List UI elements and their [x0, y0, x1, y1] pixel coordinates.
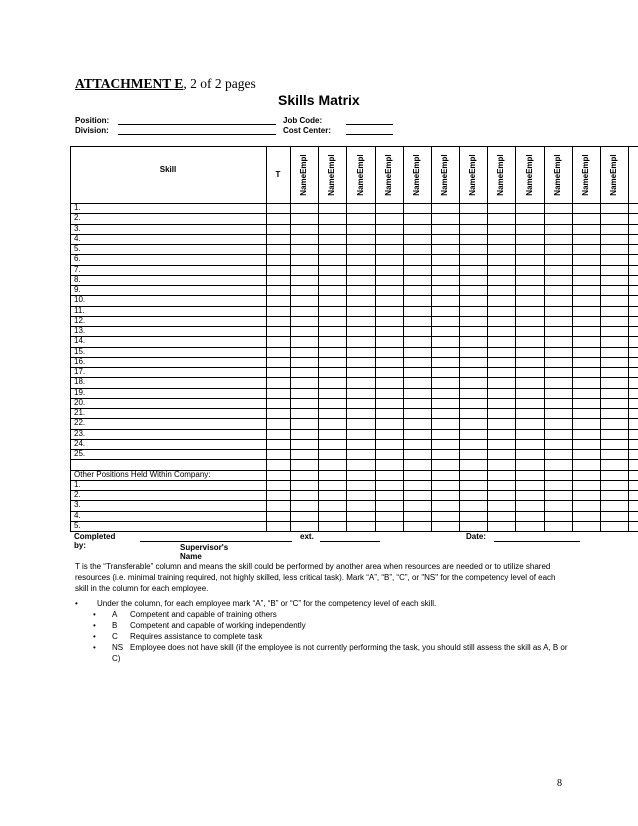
instruction-bullet	[75, 598, 570, 609]
skill-row-17[interactable]: 17.	[74, 367, 86, 376]
skill-row-21[interactable]: 21.	[74, 408, 86, 417]
row-divider	[70, 418, 638, 419]
date-label: Date:	[466, 531, 487, 541]
skill-row-14[interactable]: 14.	[74, 336, 86, 346]
column-divider	[70, 146, 71, 531]
row-divider	[70, 224, 638, 225]
division-label: Division:	[75, 126, 109, 135]
skill-row-11[interactable]: 11.	[74, 305, 85, 315]
row-divider	[70, 367, 638, 368]
skill-row-1[interactable]: 1.	[74, 203, 81, 212]
cost-center-field[interactable]	[346, 134, 393, 135]
division-field[interactable]	[118, 134, 276, 135]
employee-column-header: NameEmpl	[609, 154, 618, 196]
row-divider	[70, 234, 638, 235]
row-divider	[70, 336, 638, 337]
row-divider	[70, 326, 638, 327]
row-divider	[70, 449, 638, 450]
skill-column-header: Skill	[159, 165, 177, 174]
level-item-c	[75, 631, 570, 642]
skill-row-5[interactable]: 5.	[74, 244, 81, 253]
row-divider	[70, 306, 638, 307]
column-divider	[375, 146, 376, 531]
skill-row-2[interactable]: 2.	[74, 213, 81, 223]
employee-column-header: NameEmpl	[384, 154, 393, 196]
supervisor-name-label: Supervisor's Name	[180, 542, 229, 561]
skill-row-10[interactable]: 10.	[74, 295, 86, 305]
instructions-list	[75, 598, 570, 664]
column-divider	[515, 146, 516, 531]
column-divider	[266, 146, 267, 531]
job-code-field[interactable]	[346, 124, 393, 125]
employee-column-header: NameEmpl	[327, 154, 336, 196]
other-position-row-3[interactable]: 3.	[74, 500, 81, 510]
skill-row-15[interactable]: 15.	[74, 346, 86, 356]
row-divider	[70, 357, 638, 358]
position-field[interactable]	[118, 124, 276, 125]
position-label: Position:	[75, 116, 110, 125]
row-divider	[70, 377, 638, 378]
row-divider	[70, 480, 638, 481]
page-number: 8	[557, 778, 562, 789]
row-divider	[70, 439, 638, 440]
skill-row-6[interactable]: 6.	[74, 254, 81, 264]
attachment-pages: , 2 of 2 pages	[183, 76, 256, 91]
skill-row-3[interactable]: 3.	[74, 223, 81, 233]
row-divider	[70, 213, 638, 214]
row-divider	[70, 388, 638, 389]
skill-row-7[interactable]: 7.	[74, 264, 81, 274]
column-divider	[290, 146, 291, 531]
column-divider	[572, 146, 573, 531]
bullet-icon: •	[93, 621, 96, 630]
skill-row-18[interactable]: 18.	[74, 377, 86, 387]
employee-column-header: NameEmpl	[412, 154, 421, 196]
employee-column-header: NameEmpl	[468, 154, 477, 196]
skill-row-22[interactable]: 22.	[74, 418, 86, 428]
level-text: Requires assistance to complete task	[130, 632, 263, 641]
column-divider	[346, 146, 347, 531]
column-divider	[459, 146, 460, 531]
level-code: A	[112, 610, 118, 619]
column-divider	[403, 146, 404, 531]
row-divider	[70, 429, 638, 430]
level-code: C	[112, 632, 118, 641]
job-code-label: Job Code:	[283, 116, 323, 125]
row-divider	[70, 398, 638, 399]
bullet-icon: •	[93, 632, 96, 641]
other-position-row-5[interactable]: 5.	[74, 520, 81, 530]
skill-row-4[interactable]: 4.	[74, 233, 81, 243]
bullet-icon: •	[75, 599, 78, 608]
employee-column-header: NameEmpl	[553, 154, 562, 196]
employee-column-header: NameEmpl	[299, 154, 308, 196]
bullet-icon: •	[93, 643, 96, 652]
level-item-b	[75, 620, 570, 631]
column-divider	[544, 146, 545, 531]
completed-by-field[interactable]	[140, 541, 292, 542]
level-code: B	[112, 621, 118, 630]
level-text: Competent and capable of training others	[130, 610, 277, 619]
instruction-text: Under the column, for each employee mark “A”, “B” or “C” for the competency level of each skill.	[97, 599, 437, 608]
employee-column-header: NameEmpl	[496, 154, 505, 196]
other-position-row-4[interactable]: 4.	[74, 510, 81, 520]
row-divider	[70, 511, 638, 512]
completed-by-label: Completed by:	[74, 531, 116, 550]
row-divider	[70, 490, 638, 491]
skill-row-23[interactable]: 23.	[74, 428, 86, 438]
row-divider	[70, 521, 638, 522]
row-divider	[70, 408, 638, 409]
other-position-row-2[interactable]: 2.	[74, 490, 81, 499]
skill-row-12[interactable]: 12.	[74, 315, 86, 325]
page-title: Skills Matrix	[278, 92, 360, 108]
row-divider	[70, 265, 638, 266]
employee-column-header: NameEmpl	[355, 154, 365, 196]
cost-center-label: Cost Center:	[283, 126, 332, 135]
skill-row-25[interactable]: 25.	[74, 449, 86, 458]
column-divider	[487, 146, 488, 531]
column-divider	[600, 146, 601, 531]
row-divider	[70, 531, 638, 532]
employee-column-header: NameEmpl	[440, 154, 449, 196]
level-item-a	[75, 609, 570, 620]
column-divider	[431, 146, 432, 531]
column-divider	[318, 146, 319, 531]
level-text: Competent and capable of working independently	[130, 621, 306, 630]
skill-row-16[interactable]: 16.	[74, 356, 86, 366]
attachment-name: ATTACHMENT E	[75, 76, 184, 91]
row-divider	[70, 244, 638, 245]
skill-row-19[interactable]: 19.	[74, 387, 86, 397]
other-position-row-1[interactable]: 1.	[74, 479, 81, 489]
row-divider	[70, 285, 638, 286]
employee-column-header: NameEmpl	[581, 154, 590, 196]
bullet-icon: •	[93, 610, 96, 619]
skill-row-8[interactable]: 8.	[74, 274, 81, 284]
ext-field[interactable]	[320, 541, 380, 542]
row-divider	[70, 316, 638, 317]
skill-row-24[interactable]: 24.	[74, 438, 86, 448]
row-divider	[70, 275, 638, 276]
transferable-column-header: T	[275, 170, 281, 179]
attachment-label	[75, 76, 256, 92]
level-item-ns	[75, 642, 570, 664]
row-divider	[70, 295, 638, 296]
skill-row-9[interactable]: 9.	[74, 285, 81, 294]
skill-row-13[interactable]: 13.	[74, 326, 86, 335]
row-divider	[70, 254, 638, 255]
level-text: Employee does not have skill (if the employee is not currently performing the task, you should still assess the skill as A, B or C)	[112, 643, 568, 663]
skill-row-20[interactable]: 20.	[74, 397, 86, 407]
employee-column-header: NameEmpl	[524, 154, 534, 196]
date-field[interactable]	[494, 541, 580, 542]
column-divider	[628, 146, 629, 531]
row-divider	[70, 347, 638, 348]
other-positions-label[interactable]: Other Positions Held Within Company:	[74, 469, 211, 479]
row-divider	[70, 459, 638, 460]
transferable-note: T is the “Transferable” column and means the skill could be performed by another area when resources are needed or to utilize shared resources (i.e. minimal training required, not highly skilled, less critical task). Mark “A”, “B”, “C”, or "NS" for the competency level of each skill in the column for each employee.	[75, 562, 556, 593]
row-divider	[70, 500, 638, 501]
level-code: NS	[112, 643, 124, 652]
ext-label: ext.	[300, 531, 314, 541]
